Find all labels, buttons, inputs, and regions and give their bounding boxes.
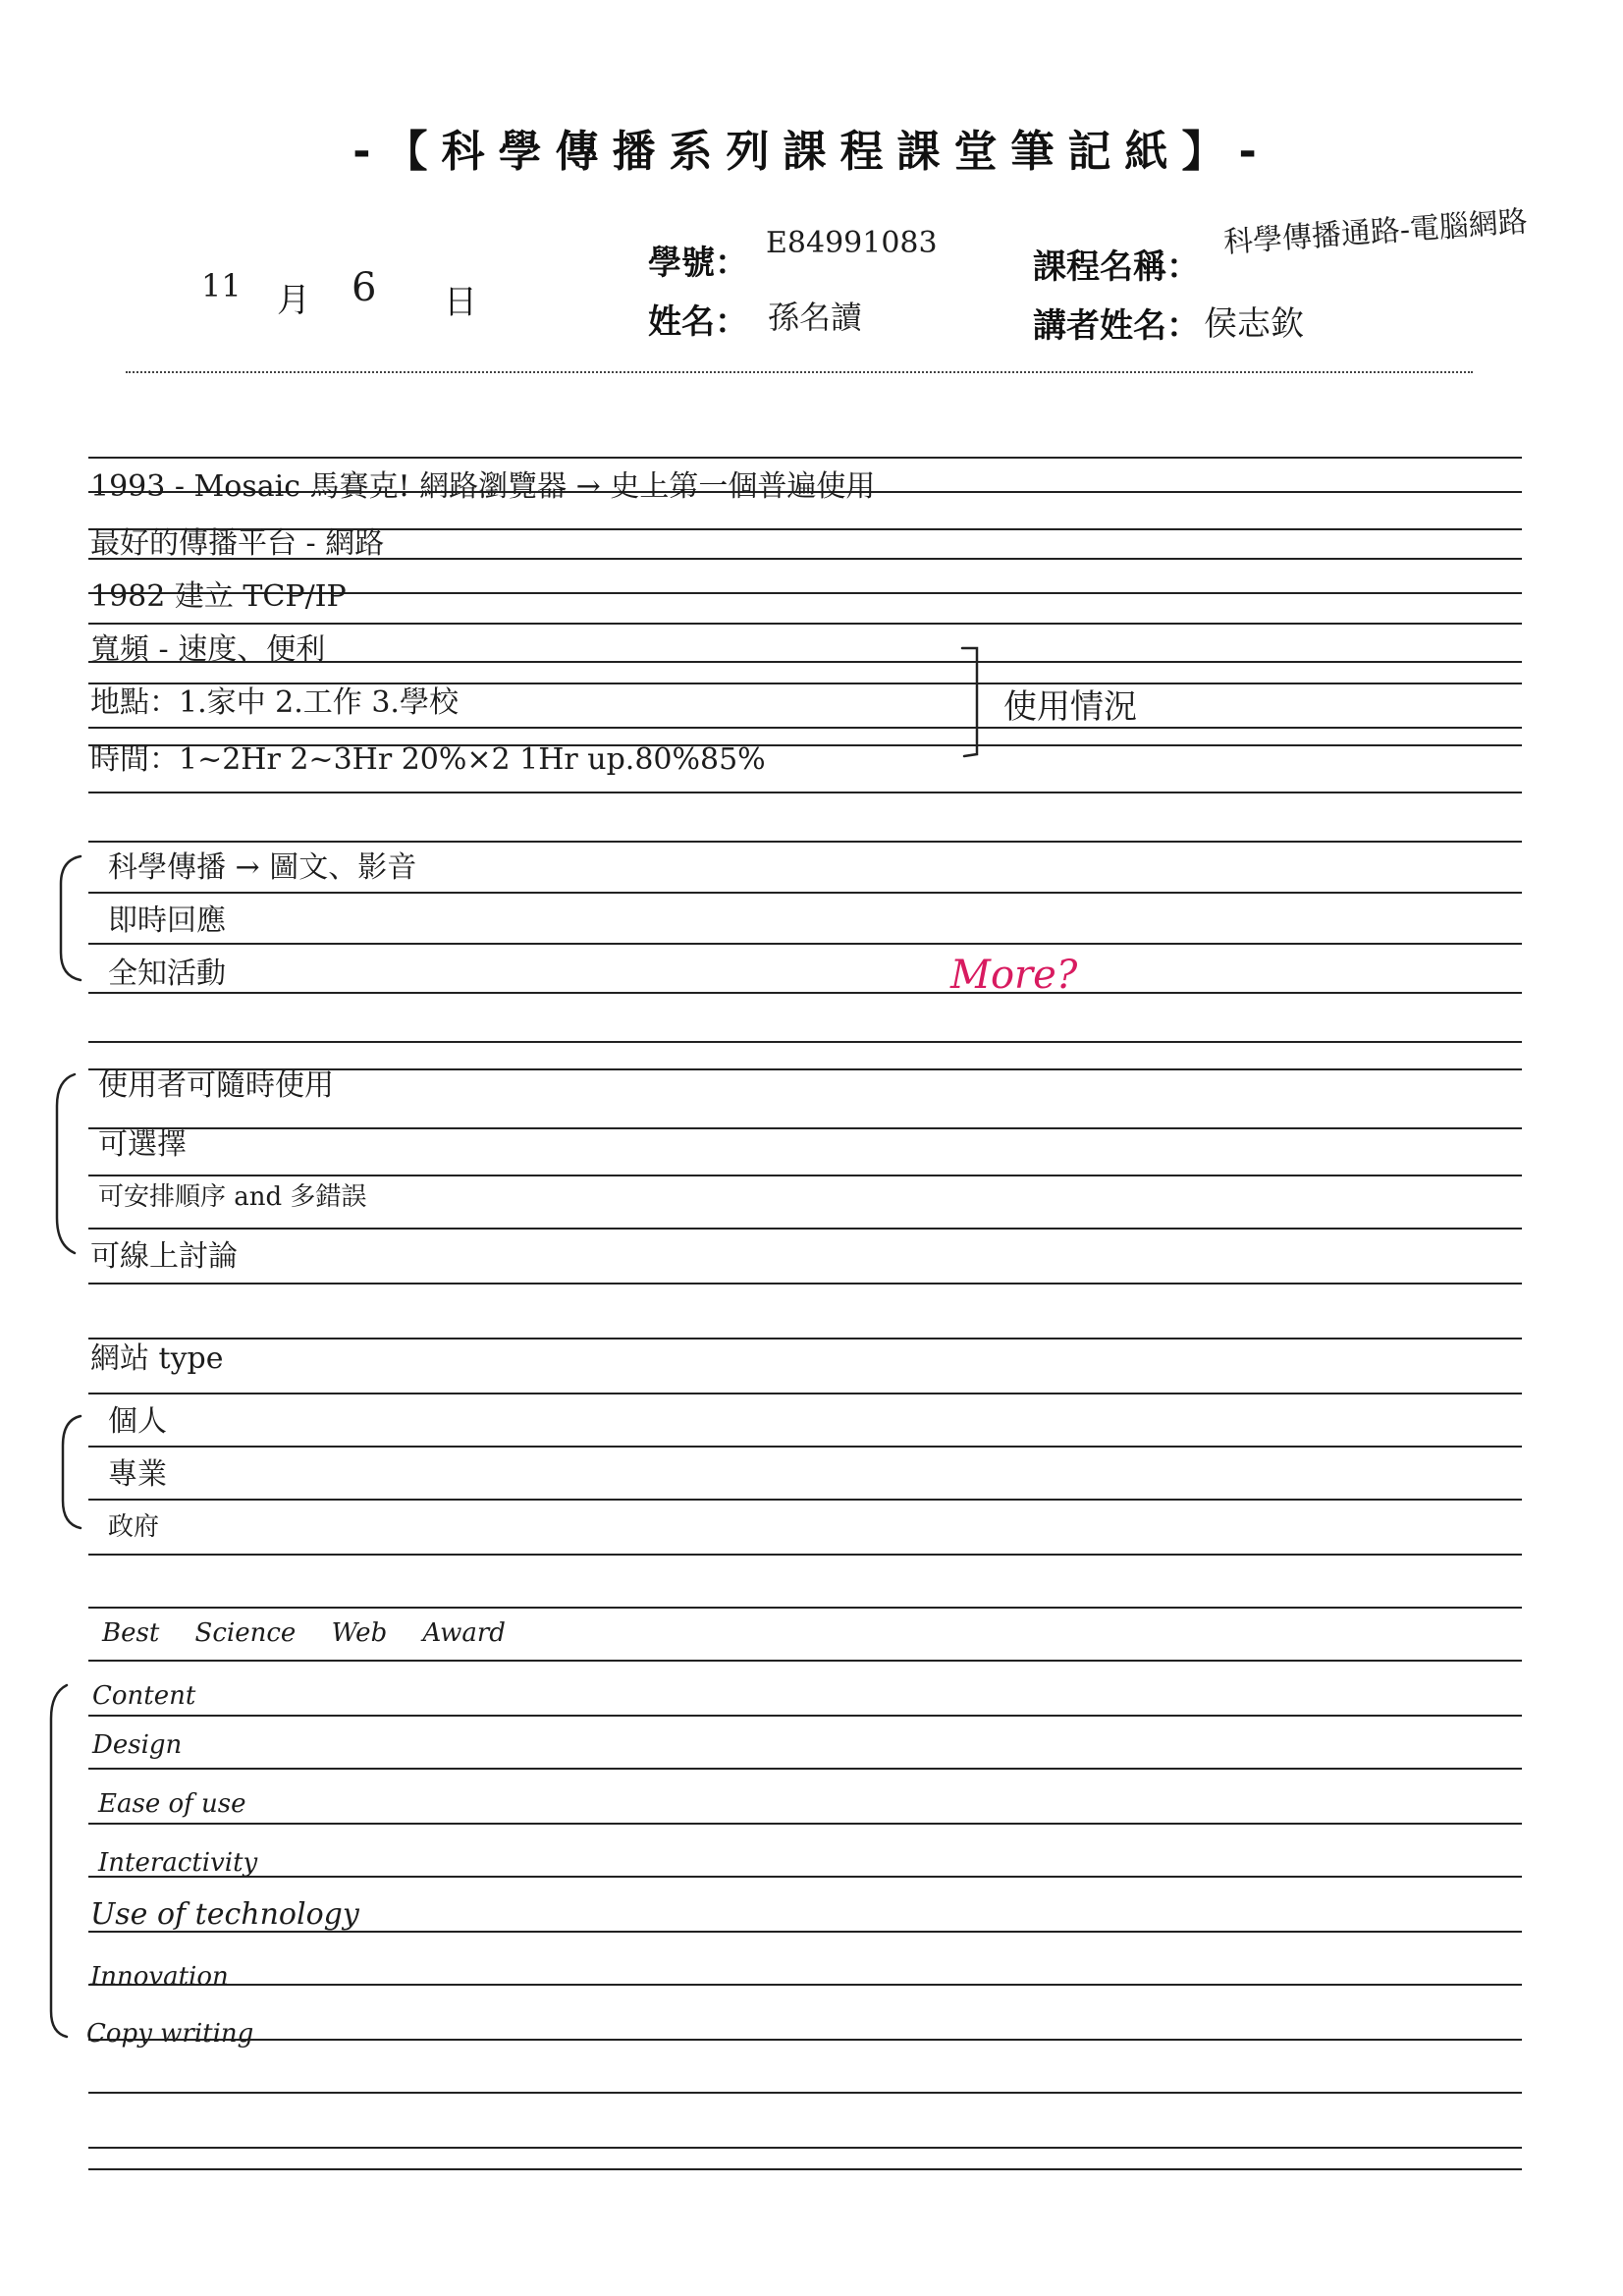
name-label: 姓名：: [648, 302, 748, 342]
date-day-value: 6: [352, 265, 377, 310]
course-name-label: 課程名稱：: [1033, 247, 1200, 287]
group2-item-1: 使用者可隨時使用: [98, 1068, 334, 1103]
date-month-label: 月: [277, 281, 310, 320]
more-annotation: More?: [950, 953, 1078, 998]
group3-item-1: 個人: [108, 1404, 167, 1439]
award-criterion-1: Content: [92, 1681, 196, 1711]
group1-item-3: 全知活動: [108, 957, 226, 991]
group2-item-3: 可安排順序 and 多錯誤: [98, 1182, 367, 1212]
date-day-label: 日: [444, 283, 477, 322]
lecturer-label: 講者姓名：: [1033, 306, 1200, 346]
name-value: 孫名讀: [768, 299, 863, 336]
group3-item-2: 專業: [108, 1457, 167, 1492]
date-month-value: 11: [201, 267, 242, 304]
award-criterion-7: Copy writing: [86, 2019, 254, 2049]
note-line-1: 1993 - Mosaic 馬賽克! 網路瀏覽器 → 史上第一個普遍使用: [90, 469, 876, 504]
note-line-5: 地點：1.家中 2.工作 3.學校: [90, 685, 459, 720]
note-line-3: 1982 建立 TCP/IP: [90, 579, 347, 614]
student-id-label: 學號：: [648, 244, 748, 283]
award-criterion-6: Innovation: [90, 1962, 229, 1992]
student-id-value: E84991083: [766, 226, 938, 260]
group3-item-3: 政府: [108, 1512, 160, 1542]
group1-item-2: 即時回應: [108, 903, 226, 938]
award-heading: Best Science Web Award: [102, 1618, 506, 1648]
award-criterion-5: Use of technology: [90, 1897, 359, 1932]
lecturer-value: 侯志欽: [1204, 304, 1304, 344]
group1-item-1: 科學傳播 → 圖文、影音: [108, 850, 417, 885]
note-line-4: 寬頻 - 速度、便利: [90, 632, 326, 667]
note-line-2: 最好的傳播平台 - 網路: [90, 526, 385, 561]
note-line-6: 時間：1~2Hr 2~3Hr 20%×2 1Hr up.80%85%: [90, 742, 766, 777]
course-name-value: 科學傳播通路-電腦網路: [1222, 204, 1529, 260]
group2-item-2: 可選擇: [98, 1127, 187, 1162]
group2-item-4: 可線上討論: [90, 1239, 238, 1274]
website-type-heading: 網站 type: [90, 1341, 224, 1376]
award-criterion-4: Interactivity: [98, 1848, 258, 1878]
award-criterion-2: Design: [92, 1730, 183, 1760]
award-criterion-3: Ease of use: [98, 1789, 246, 1819]
usage-bracket-label: 使用情況: [1003, 687, 1137, 727]
page-title: -【科學傳播系列課程課堂筆記紙】-: [352, 127, 1271, 177]
